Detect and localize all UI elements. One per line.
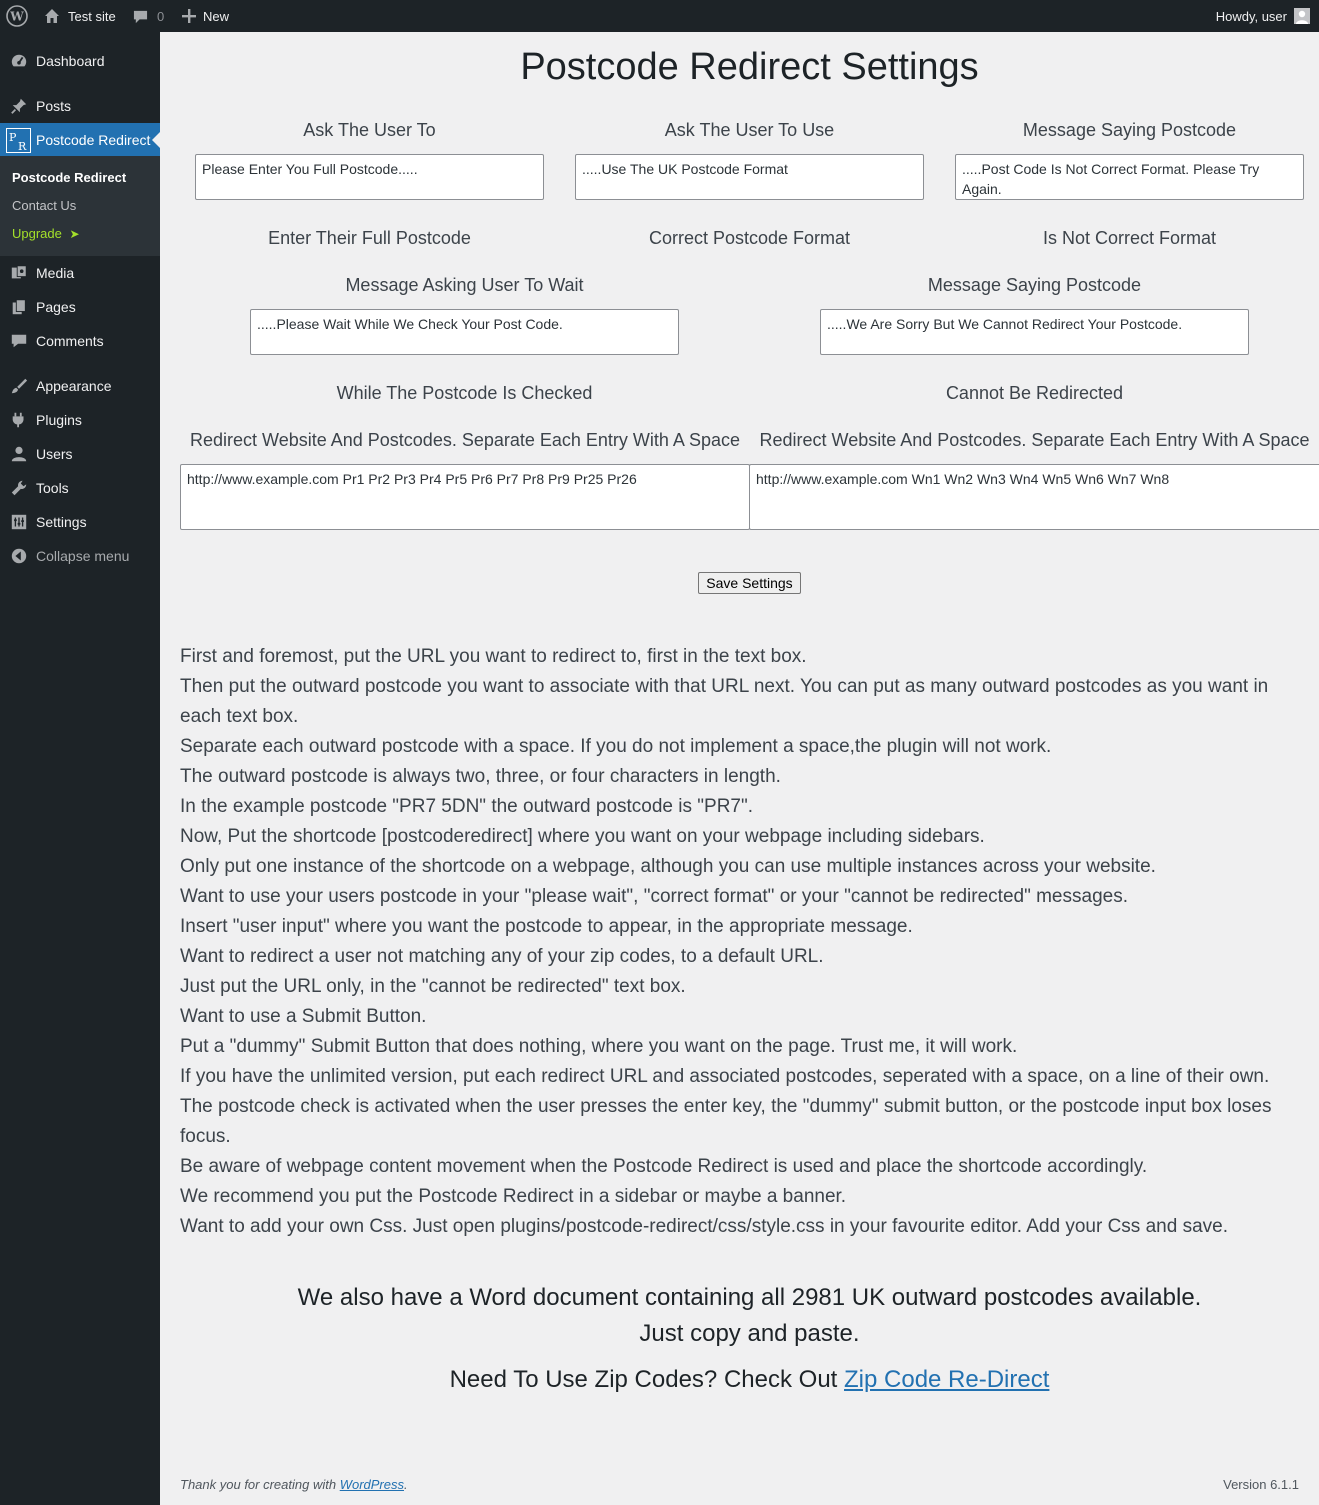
sidebar-item-postcode-redirect[interactable] <box>0 123 160 157</box>
collapse-menu-button[interactable] <box>0 539 160 573</box>
ask-user-label-bottom: Enter Their Full Postcode <box>268 228 471 248</box>
redirect-postcodes-input-2[interactable] <box>749 464 1319 530</box>
cannot-label-bottom: Cannot Be Redirected <box>945 383 1124 403</box>
save-settings-button[interactable]: Save Settings <box>698 572 801 594</box>
main-content <box>160 32 1319 1505</box>
not-correct-label-top: Message Saying Postcode <box>1022 120 1237 140</box>
instruction-line: Be aware of webpage content movement when the Postcode Redirect is used and place the shortcode accordingly. <box>180 1156 1148 1177</box>
wait-message-input[interactable] <box>250 309 679 355</box>
instruction-line: Now, Put the shortcode [postcoderedirect] where you want on your webpage including sidebars. <box>180 826 985 847</box>
comment-icon <box>9 331 29 351</box>
sidebar-item-users[interactable] <box>0 437 160 471</box>
instruction-line: The postcode check is activated when the user presses the enter key, the "dummy" submit button, or the postcode input box loses focus. <box>180 1096 1272 1147</box>
instruction-line: Want to redirect a user not matching any of your zip codes, to a default URL. <box>180 946 824 967</box>
user-icon <box>9 444 29 464</box>
ask-use-label-bottom: Correct Postcode Format <box>648 228 851 248</box>
zip-code-redirect-link[interactable]: Zip Code Re-Direct <box>844 1366 1050 1393</box>
media-icon <box>9 263 29 283</box>
svg-text:R: R <box>17 139 26 153</box>
instruction-line: If you have the unlimited version, put each redirect URL and associated postcodes, seperated with a space, on a line of their own. <box>180 1066 1270 1087</box>
collapse-arrow-icon <box>9 546 29 566</box>
promo-copy-paste: Just copy and paste. <box>639 1320 860 1347</box>
sidebar-item-label: Postcode Redirect <box>36 132 151 148</box>
admin-sidebar <box>0 32 160 1505</box>
sidebar-item-label: Collapse menu <box>36 548 130 564</box>
redirect-1-label: Redirect Website And Postcodes. Separate Each Entry With A Space <box>190 430 740 450</box>
instruction-line: Only put one instance of the shortcode on a webpage, although you can use multiple instances across your website. <box>180 856 1156 877</box>
comments-link[interactable] <box>133 0 164 32</box>
comment-icon <box>133 9 148 24</box>
admin-bar <box>0 0 1319 32</box>
instruction-line: Insert "user input" where you want the postcode to appear, in the appropriate message. <box>180 916 913 937</box>
ask-user-label-top: Ask The User To <box>303 120 436 140</box>
plus-icon <box>182 9 196 23</box>
zip-code-promo <box>160 1366 1319 1394</box>
svg-text:P: P <box>8 130 16 144</box>
wordpress-link[interactable]: WordPress <box>339 1477 404 1492</box>
sidebar-item-label: Dashboard <box>36 53 105 69</box>
new-label: New <box>203 8 230 24</box>
site-name: Test site <box>68 8 116 24</box>
footer-thanks-suffix: . <box>404 1477 408 1492</box>
home-icon <box>44 8 60 24</box>
footer-thanks <box>180 1477 408 1492</box>
zip-code-promo-text: Need To Use Zip Codes? Check Out <box>449 1366 844 1393</box>
site-name-link[interactable] <box>44 0 116 32</box>
sidebar-item-dashboard[interactable] <box>0 44 160 78</box>
ask-use-label-top: Ask The User To Use <box>664 120 835 140</box>
submenu-item-postcode-redirect[interactable]: Postcode Redirect <box>12 170 127 185</box>
sidebar-item-label: Plugins <box>36 412 82 428</box>
wait-label-bottom: While The Postcode Is Checked <box>336 383 593 403</box>
instruction-line: In the example postcode "PR7 5DN" the outward postcode is "PR7". <box>180 796 754 817</box>
postcode-redirect-plugin-icon <box>5 127 31 153</box>
svg-text:W: W <box>10 9 24 24</box>
page-title: Postcode Redirect Settings <box>520 46 979 88</box>
instruction-line: We recommend you put the Postcode Redirect in a sidebar or maybe a banner. <box>180 1186 847 1207</box>
plugin-icon <box>9 410 29 430</box>
instruction-line: Put a "dummy" Submit Button that does nothing, where you want on the page. Trust me, it will work. <box>180 1036 1018 1057</box>
cannot-redirect-message-input[interactable] <box>820 309 1249 355</box>
paintbrush-icon <box>9 376 29 396</box>
sidebar-item-plugins[interactable] <box>0 403 160 437</box>
sidebar-item-comments[interactable] <box>0 324 160 358</box>
sidebar-item-media[interactable] <box>0 256 160 290</box>
sidebar-item-label: Posts <box>36 98 72 114</box>
upgrade-label: Upgrade <box>12 226 62 241</box>
cannot-label-top: Message Saying Postcode <box>927 275 1142 295</box>
instruction-line: Want to add your own Css. Just open plugins/postcode-redirect/css/style.css in your favourite editor. Add your Css and save. <box>180 1216 1228 1237</box>
redirect-2-label: Redirect Website And Postcodes. Separate Each Entry With A Space <box>759 430 1310 450</box>
comments-count: 0 <box>157 8 165 24</box>
footer-thanks-text: Thank you for creating with <box>180 1477 340 1492</box>
sidebar-item-label: Appearance <box>36 378 112 394</box>
settings-sliders-icon <box>9 512 29 532</box>
redirect-postcodes-input-1[interactable] <box>180 464 750 530</box>
promo-word-document: We also have a Word document containing all 2981 UK outward postcodes available. <box>297 1284 1202 1311</box>
instruction-line: Then put the outward postcode you want to associate with that URL next. You can put as many outward postcodes as you want in each text box. <box>180 676 1269 727</box>
howdy-text: Howdy, user <box>1215 8 1287 24</box>
avatar <box>1294 8 1310 24</box>
sidebar-item-settings[interactable] <box>0 505 160 539</box>
ask-user-input[interactable] <box>195 154 544 200</box>
instruction-line: First and foremost, put the URL you want to redirect to, first in the text box. <box>180 646 807 667</box>
ask-use-input[interactable] <box>575 154 924 200</box>
not-correct-message-input[interactable] <box>955 154 1304 200</box>
wrench-icon <box>9 478 29 498</box>
dashboard-icon <box>9 51 29 71</box>
new-content-link[interactable] <box>182 0 229 32</box>
footer-version: Version 6.1.1 <box>1223 1477 1299 1492</box>
arrow-right-icon: ➤ <box>69 227 80 241</box>
my-account[interactable] <box>1216 0 1310 32</box>
sidebar-item-label: Comments <box>36 333 104 349</box>
sidebar-item-appearance[interactable] <box>0 369 160 403</box>
sidebar-item-tools[interactable] <box>0 471 160 505</box>
not-correct-label-bottom: Is Not Correct Format <box>1042 228 1217 248</box>
instruction-line: The outward postcode is always two, three, or four characters in length. <box>180 766 781 787</box>
sidebar-item-label: Pages <box>36 299 76 315</box>
sidebar-item-posts[interactable] <box>0 89 160 123</box>
wordpress-logo-icon[interactable] <box>6 0 28 32</box>
instructions <box>180 642 1310 1242</box>
submenu-item-contact-us[interactable]: Contact Us <box>12 198 77 213</box>
postcode-redirect-submenu <box>0 156 160 256</box>
sidebar-item-label: Media <box>36 265 75 281</box>
pages-icon <box>9 297 29 317</box>
instruction-line: Just put the URL only, in the "cannot be redirected" text box. <box>180 976 686 997</box>
instruction-line: Want to use a Submit Button. <box>180 1006 427 1027</box>
submenu-item-upgrade[interactable] <box>12 226 80 241</box>
wait-label-top: Message Asking User To Wait <box>345 275 584 295</box>
sidebar-item-label: Users <box>36 446 73 462</box>
sidebar-item-label: Settings <box>36 514 87 530</box>
instruction-line: Separate each outward postcode with a space. If you do not implement a space,the plugin will not work. <box>180 736 1052 757</box>
sidebar-item-label: Tools <box>36 480 69 496</box>
pin-icon <box>9 96 29 116</box>
sidebar-item-pages[interactable] <box>0 290 160 324</box>
instruction-line: Want to use your users postcode in your "please wait", "correct format" or your "cannot be redirected" messages. <box>180 886 1128 907</box>
